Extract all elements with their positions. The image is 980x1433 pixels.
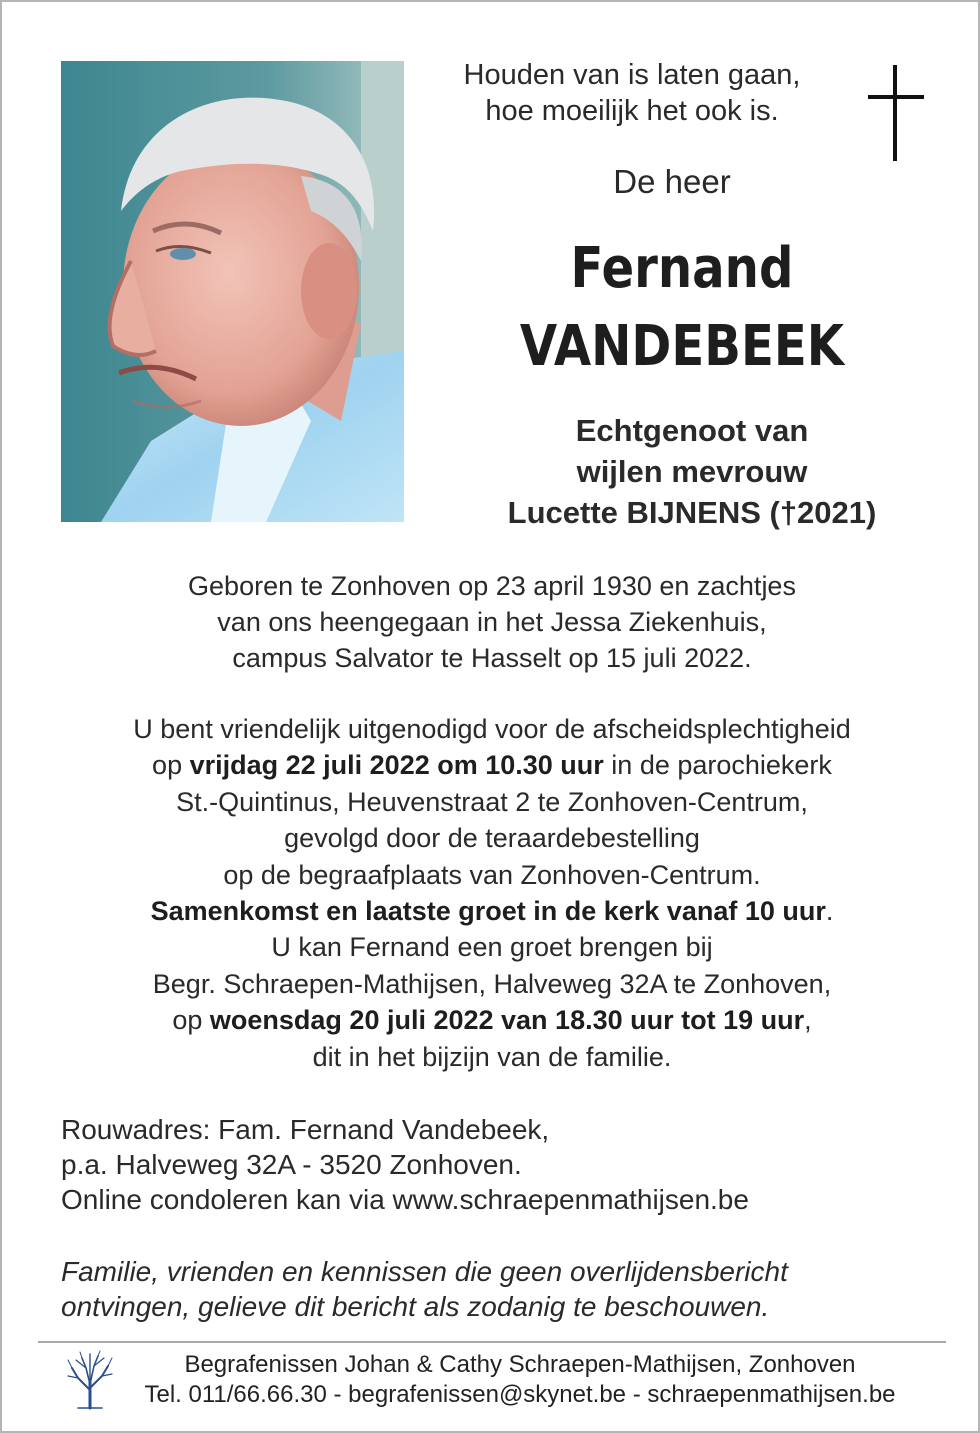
- contact-line-3[interactable]: Online condoleren kan via www.schraepenmathijsen.be: [61, 1184, 749, 1215]
- spouse-info: [432, 410, 952, 533]
- invite-line-2: op vrijdag 22 juli 2022 om 10.30 uur in de parochiekerk: [152, 750, 832, 781]
- birth-death-info: [2, 568, 980, 676]
- birth-line-1: Geboren te Zonhoven op 23 april 1930 en zachtjes: [188, 571, 796, 601]
- funeral-home-contact[interactable]: Tel. 011/66.66.30 - begrafenissen@skynet.be - schraepenmathijsen.be: [144, 1381, 896, 1408]
- visitation-datetime: woensdag 20 juli 2022 van 18.30 uur tot 19 uur: [209, 1005, 805, 1036]
- invite-line-7: U kan Fernand een groet brengen bij: [271, 932, 713, 963]
- invite-line-10: dit in het bijzijn van de familie.: [312, 1041, 672, 1072]
- honorific: De heer: [613, 163, 731, 200]
- funeral-invitation: [2, 711, 980, 1075]
- gathering-note: Samenkomst en laatste groet in de kerk vanaf 10 uur: [150, 896, 826, 927]
- motto: [432, 57, 832, 129]
- note-line-1: Familie, vrienden en kennissen die geen overlijdensbericht: [61, 1256, 788, 1287]
- cross-icon: [868, 65, 924, 161]
- invite-line-5: op de begraafplaats van Zonhoven-Centrum.: [223, 859, 761, 890]
- invite-line-8: Begr. Schraepen-Mathijsen, Halveweg 32A te Zonhoven,: [152, 968, 832, 999]
- spouse-line-2: wijlen mevrouw: [576, 454, 808, 489]
- notice-disclaimer: [61, 1254, 961, 1324]
- spouse-line-1: Echtgenoot van: [575, 413, 809, 448]
- motto-line-1: Houden van is laten gaan,: [463, 59, 801, 91]
- birth-line-2: van ons heengegaan in het Jessa Ziekenhuis,: [217, 607, 767, 637]
- portrait-photo: [61, 61, 404, 522]
- ceremony-datetime: vrijdag 22 juli 2022 om 10.30 uur: [189, 750, 604, 781]
- invite-line-6: Samenkomst en laatste groet in de kerk vanaf 10 uur.: [150, 896, 834, 927]
- note-line-2: ontvingen, gelieve dit bericht als zodanig te beschouwen.: [61, 1291, 770, 1322]
- invite-line-3: St.-Quintinus, Heuvenstraat 2 te Zonhoven-Centrum,: [176, 786, 808, 817]
- tree-icon: [64, 1350, 116, 1410]
- invite-line-1: U bent vriendelijk uitgenodigd voor de afscheidsplechtigheid: [133, 714, 851, 744]
- birth-line-3: campus Salvator te Hasselt op 15 juli 2022.: [232, 643, 752, 673]
- motto-line-2: hoe moeilijk het ook is.: [485, 95, 779, 127]
- invite-line-9: op woensdag 20 juli 2022 van 18.30 uur tot 19 uur,: [172, 1005, 812, 1036]
- portrait-illustration: [61, 61, 404, 522]
- first-name: Fernand: [570, 236, 794, 301]
- last-name: VANDEBEEK: [519, 314, 845, 379]
- funeral-home-info: [120, 1350, 920, 1410]
- mourning-address: [61, 1112, 961, 1217]
- funeral-home-name: Begrafenissen Johan & Cathy Schraepen-Mathijsen, Zonhoven: [184, 1351, 856, 1378]
- spouse-line-3: Lucette BIJNENS (†2021): [507, 495, 877, 530]
- deceased-name: [458, 230, 905, 386]
- footer-divider: [38, 1341, 946, 1343]
- contact-line-2: p.a. Halveweg 32A - 3520 Zonhoven.: [61, 1149, 522, 1180]
- contact-line-1: Rouwadres: Fam. Fernand Vandebeek,: [61, 1114, 550, 1145]
- invite-line-4: gevolgd door de teraardebestelling: [284, 823, 700, 854]
